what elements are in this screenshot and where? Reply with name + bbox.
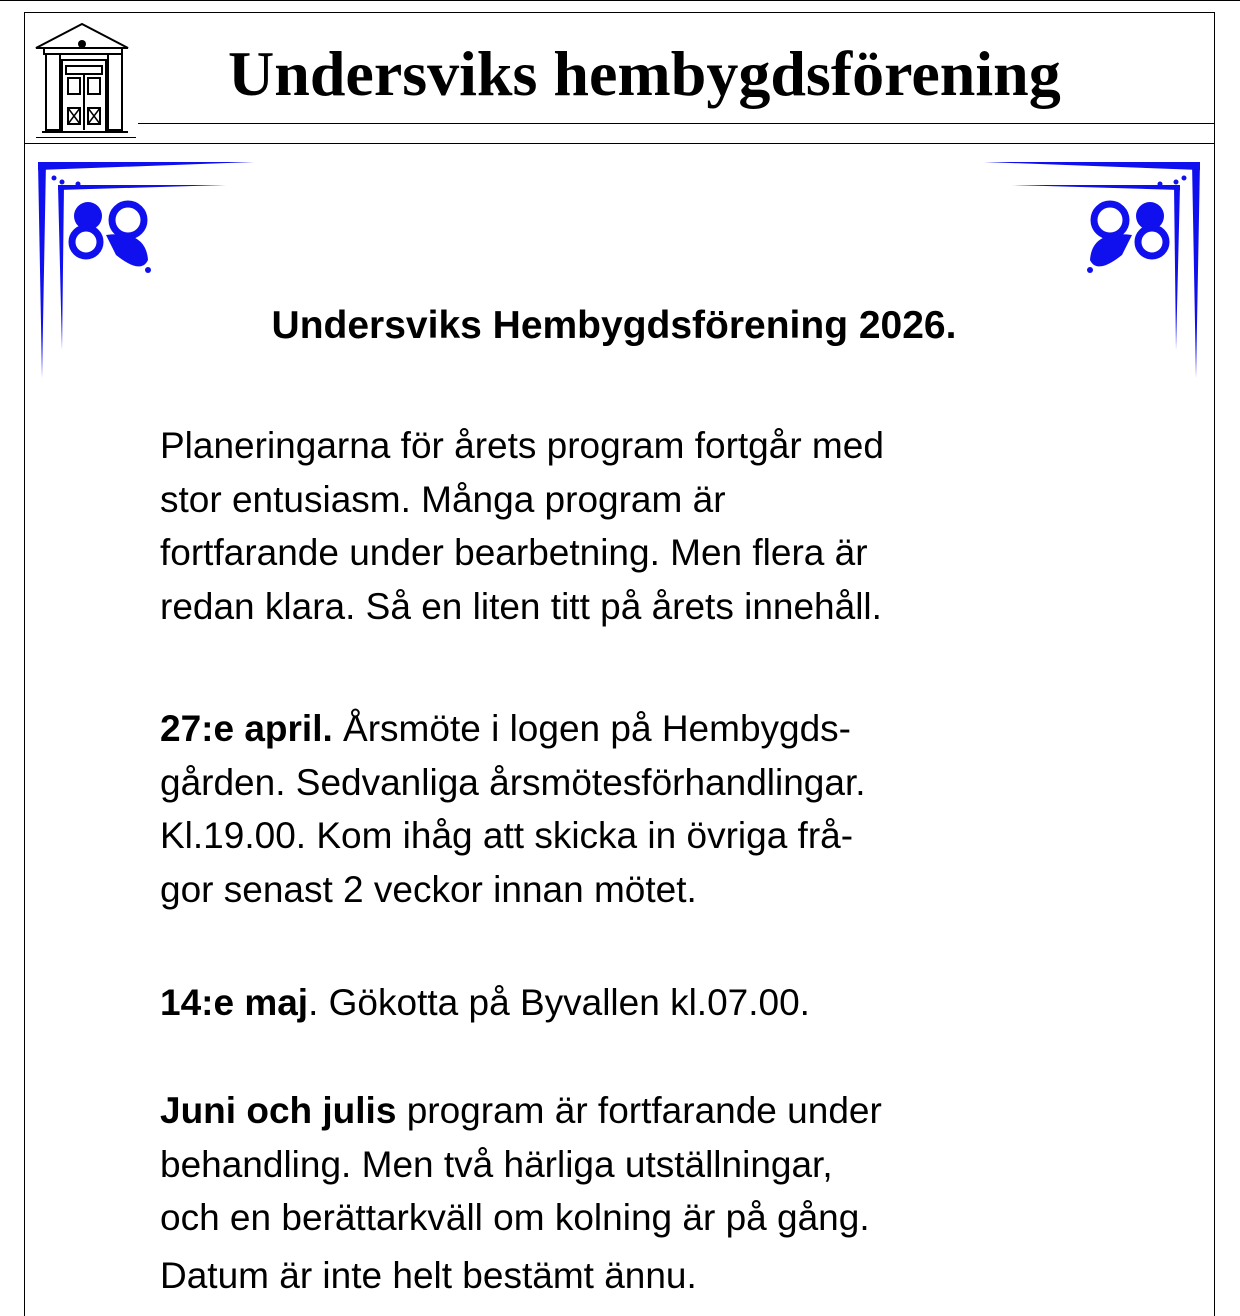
header-rule [138,123,1215,124]
document-title: Undersviks Hembygdsförening 2026. [271,304,957,347]
header-title: Undersviks hembygdsförening [228,38,1061,109]
text-line: program är fortfarande under [396,1090,882,1131]
event-gokotta [160,976,810,1030]
text-line: behandling. Men två härliga utställningar, [160,1143,833,1185]
text-line: Kl.19.00. Kom ihåg att skicka in övriga frå- [160,815,854,856]
text-line: gor senast 2 veckor innan mötet. [160,868,697,910]
text-line: gården. Sedvanliga årsmötesförhandlingar. [160,761,866,803]
intro-paragraph [160,419,884,633]
event-date: 27:e april. [160,708,333,749]
event-date: Juni och julis [160,1090,397,1131]
text-line: och en berättarkväll om kolning är på gång. [160,1197,870,1238]
event-date: 14:e maj [160,982,309,1023]
event-summer-program [160,1084,882,1302]
text-line: redan klara. Så en liten titt på årets innehåll. [160,585,882,627]
event-annual-meeting [160,702,866,916]
text-line: Planeringarna för årets program fortgår med [160,425,884,466]
top-rule [0,0,1240,1]
text-line: stor entusiasm. Många program är [160,478,726,520]
text-line: Årsmöte i logen på Hembygds- [332,708,852,749]
text-line: fortfarande under bearbetning. Men flera är [160,532,868,573]
text-line: Datum är inte helt bestämt ännu. [160,1254,697,1296]
text-line: . Gökotta på Byvallen kl.07.00. [308,982,810,1023]
house-door-icon [32,14,142,138]
